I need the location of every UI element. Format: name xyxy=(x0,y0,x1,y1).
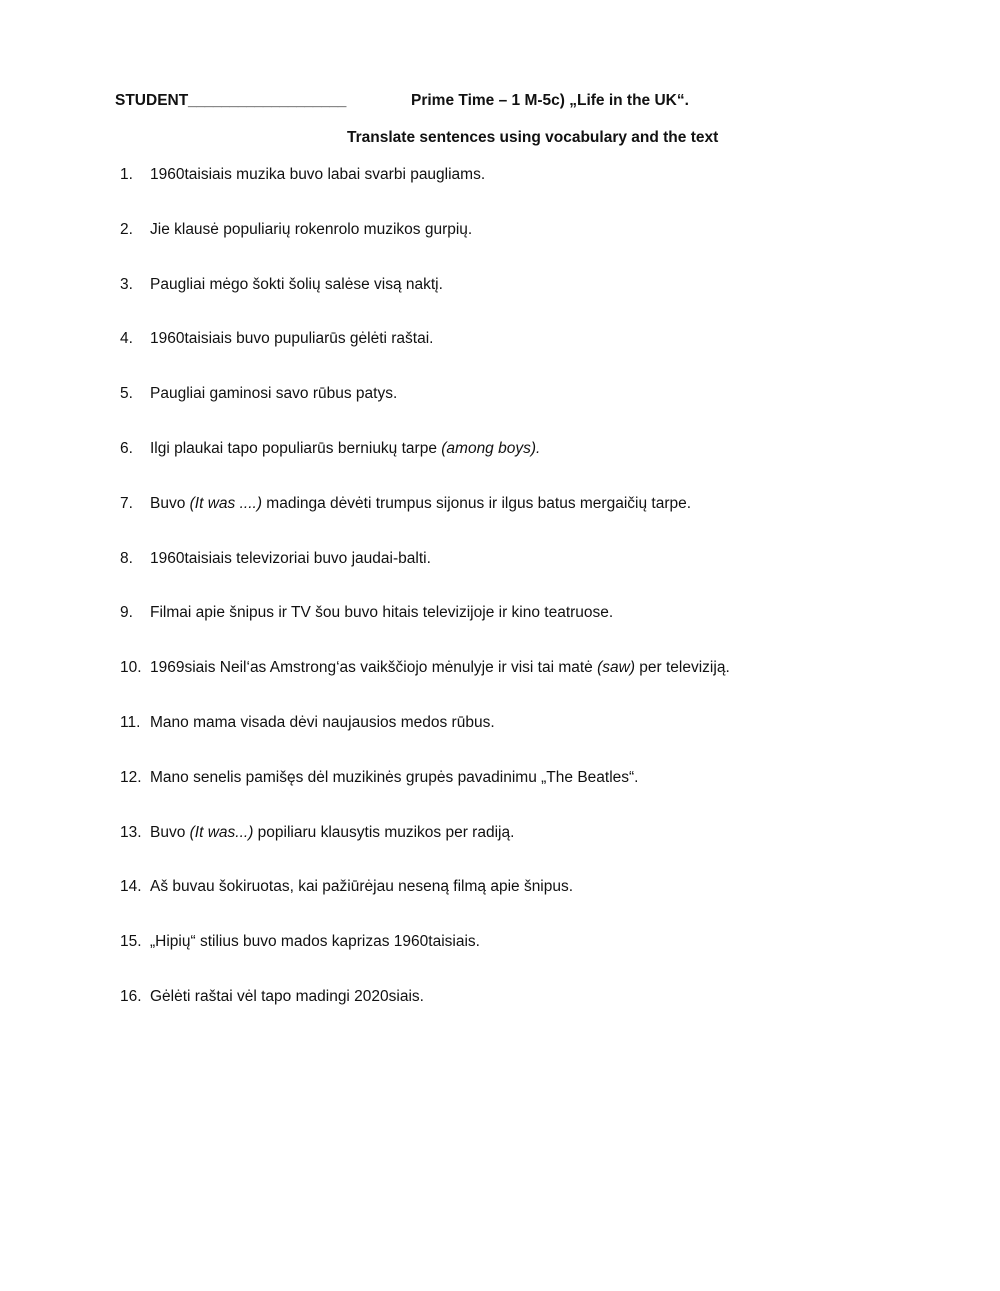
sentence-number: 11. xyxy=(120,713,141,731)
sentence-fragment: 1960taisiais buvo pupuliarūs gėlėti raštai. xyxy=(150,330,434,348)
sentence-text xyxy=(150,988,424,1006)
sentence-number: 5. xyxy=(120,385,133,403)
sentence-number: 2. xyxy=(120,220,133,238)
sentence-text xyxy=(150,933,480,951)
sentence-fragment: Aš buvau šokiruotas, kai pažiūrėjau neseną filmą apie šnipus. xyxy=(150,878,574,896)
sentence-text xyxy=(150,166,485,184)
sentence-text xyxy=(150,714,495,732)
sentence-text xyxy=(150,659,730,677)
sentence-fragment: 1960taisiais muzika buvo labai svarbi paugliams. xyxy=(150,166,486,183)
sentence-fragment: Filmai apie šnipus ir TV šou buvo hitais televizijoje ir kino teatruose. xyxy=(150,604,614,622)
sentence-fragment: 1960taisiais televizoriai buvo jaudai-balti. xyxy=(150,549,431,567)
sentence-fragment: Buvo xyxy=(150,494,190,512)
sentence-fragment: Paugliai mėgo šokti šolių salėse visą naktį. xyxy=(150,275,443,293)
instructions-heading: Translate sentences using vocabulary and the text xyxy=(347,129,719,146)
sentence-fragment: 1969siais Neil‘as Amstrong‘as vaikščiojo mėnulyje ir visi tai matė xyxy=(150,659,598,677)
sentence-number: 8. xyxy=(120,549,133,567)
sentence-text xyxy=(150,385,397,403)
sentence-text xyxy=(150,330,433,348)
english-hint: (It was ....) xyxy=(189,494,262,512)
sentence-fragment: Jie klausė populiarių rokenrolo muzikos gurpių. xyxy=(150,220,473,238)
sentence-number: 3. xyxy=(120,275,133,293)
course-title: Prime Time – 1 M-5c) „Life in the UK“. xyxy=(411,92,689,109)
sentence-number: 15. xyxy=(120,933,142,951)
sentence-text xyxy=(150,878,573,896)
sentence-fragment: Mano senelis pamišęs dėl muzikinės grupės pavadinimu „The Beatles“. xyxy=(150,768,639,786)
sentence-text xyxy=(150,769,639,787)
sentence-text xyxy=(150,495,691,513)
sentence-number: 10. xyxy=(120,659,142,677)
sentence-text xyxy=(150,276,443,294)
sentence-fragment: Mano mama visada dėvi naujausios medos rūbus. xyxy=(150,713,495,731)
sentence-number: 13. xyxy=(120,823,142,841)
english-hint: (It was...) xyxy=(189,823,254,841)
sentence-number: 1. xyxy=(120,166,133,183)
sentence-text xyxy=(150,604,613,622)
sentence-fragment: Buvo xyxy=(150,823,190,841)
sentence-fragment: popiliaru klausytis muzikos per radiją. xyxy=(253,823,515,841)
sentence-text xyxy=(150,550,431,568)
student-name-blank: ___________________ xyxy=(188,92,347,109)
sentence-number: 4. xyxy=(120,330,133,348)
english-hint: (saw) xyxy=(597,659,635,677)
sentence-text xyxy=(150,824,514,842)
sentence-fragment: Gėlėti raštai vėl tapo madingi 2020siais. xyxy=(150,987,424,1005)
sentence-number: 7. xyxy=(120,494,133,512)
sentence-fragment: Ilgi plaukai tapo populiarūs berniukų tarpe xyxy=(150,439,442,457)
sentence-fragment: „Hipių“ stilius buvo mados kaprizas 1960taisiais. xyxy=(150,933,480,951)
sentence-number: 12. xyxy=(120,768,142,786)
sentence-text xyxy=(150,221,472,239)
sentence-number: 6. xyxy=(120,439,133,457)
english-hint: (among boys). xyxy=(441,439,541,457)
student-label: STUDENT xyxy=(115,92,189,109)
sentence-fragment: madinga dėvėti trumpus sijonus ir ilgus batus mergaičių tarpe. xyxy=(261,494,692,512)
sentence-number: 9. xyxy=(120,604,133,622)
sentence-number: 14. xyxy=(120,878,142,896)
sentence-text xyxy=(150,440,540,458)
sentence-number: 16. xyxy=(120,987,142,1005)
sentence-fragment: Paugliai gaminosi savo rūbus patys. xyxy=(150,385,398,403)
sentence-fragment: per televiziją. xyxy=(634,659,730,677)
